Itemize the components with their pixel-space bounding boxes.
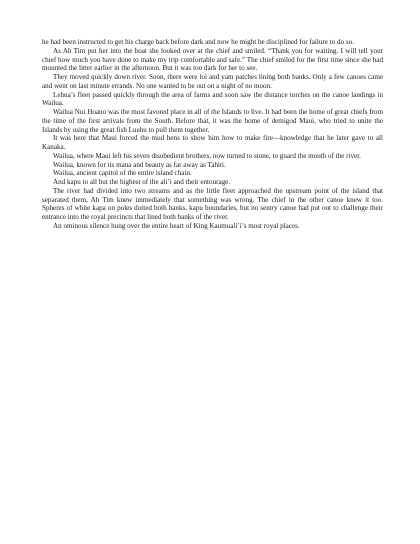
paragraph-5: Wailua Nui Hoano was the most favored place in all of the Islands to live. It had been the home of great chiefs from the time of the first arrivals from the South. Before that, it was the home of demigod Maui, who tried to unite the Islands by using the great fish Luehu to pull them together. [42, 108, 383, 134]
paragraph-9: Wailua, ancient capitol of the entire island chain. [53, 169, 192, 178]
paragraph-8: Wailua, known for its mana and beauty as far away as Tahiti. [53, 160, 226, 169]
paragraph-6: It was here that Maui forced the mud hens to show him how to make fire—knowledge that he later gave to all Kanaka. [42, 134, 383, 151]
paragraph-7: Wailua, where Maui left his seven disobedient brothers, now turned to stone, to guard the mouth of the river. [53, 151, 361, 160]
paragraph-10: And kapu to all but the highest of the ali’i and their entourage. [53, 178, 231, 186]
document-page [42, 38, 383, 231]
paragraph-12: An ominous silence hung over the entire heart of King Kaumuali’i’s most royal places. [53, 221, 300, 230]
paragraph-4: Lehua’s fleet passed quickly through the area of farms and soon saw the distance torches on the canoe landings in Wailua. [42, 90, 383, 108]
paragraph-1: he had been instructed to get his charge back before dark and now he might be disciplined for failure to do so. [42, 38, 354, 46]
paragraph-2: As Ah Tim put her into the boat she looked over at the chief and smiled. “Thank you for waiting. I will tell your chief how much you have done to make my trip comfortable and safe.” The chief smiled for the first time since she had mounted the litter earlier in the afternoon. But it was too dark for her to see. [42, 46, 383, 73]
paragraph-3: They moved quickly down river. Soon, there were loi and yam patches lining both banks. Only a few canoes came and went on last minute errands. No one wanted to be out on a night of no moon. [42, 73, 383, 90]
paragraph-11: The river had divided into two streams and as the little fleet approached the upstream point of the island that separated them, Ah Tim knew immediately that something was wrong. The chief in the other canoe knew it too. Spheres of white kapa on poles dotted both banks, kapu boundaries, but no sentry canoe had put out to challenge their entrance into the royal precincts that lined both banks of the river. [42, 186, 383, 221]
